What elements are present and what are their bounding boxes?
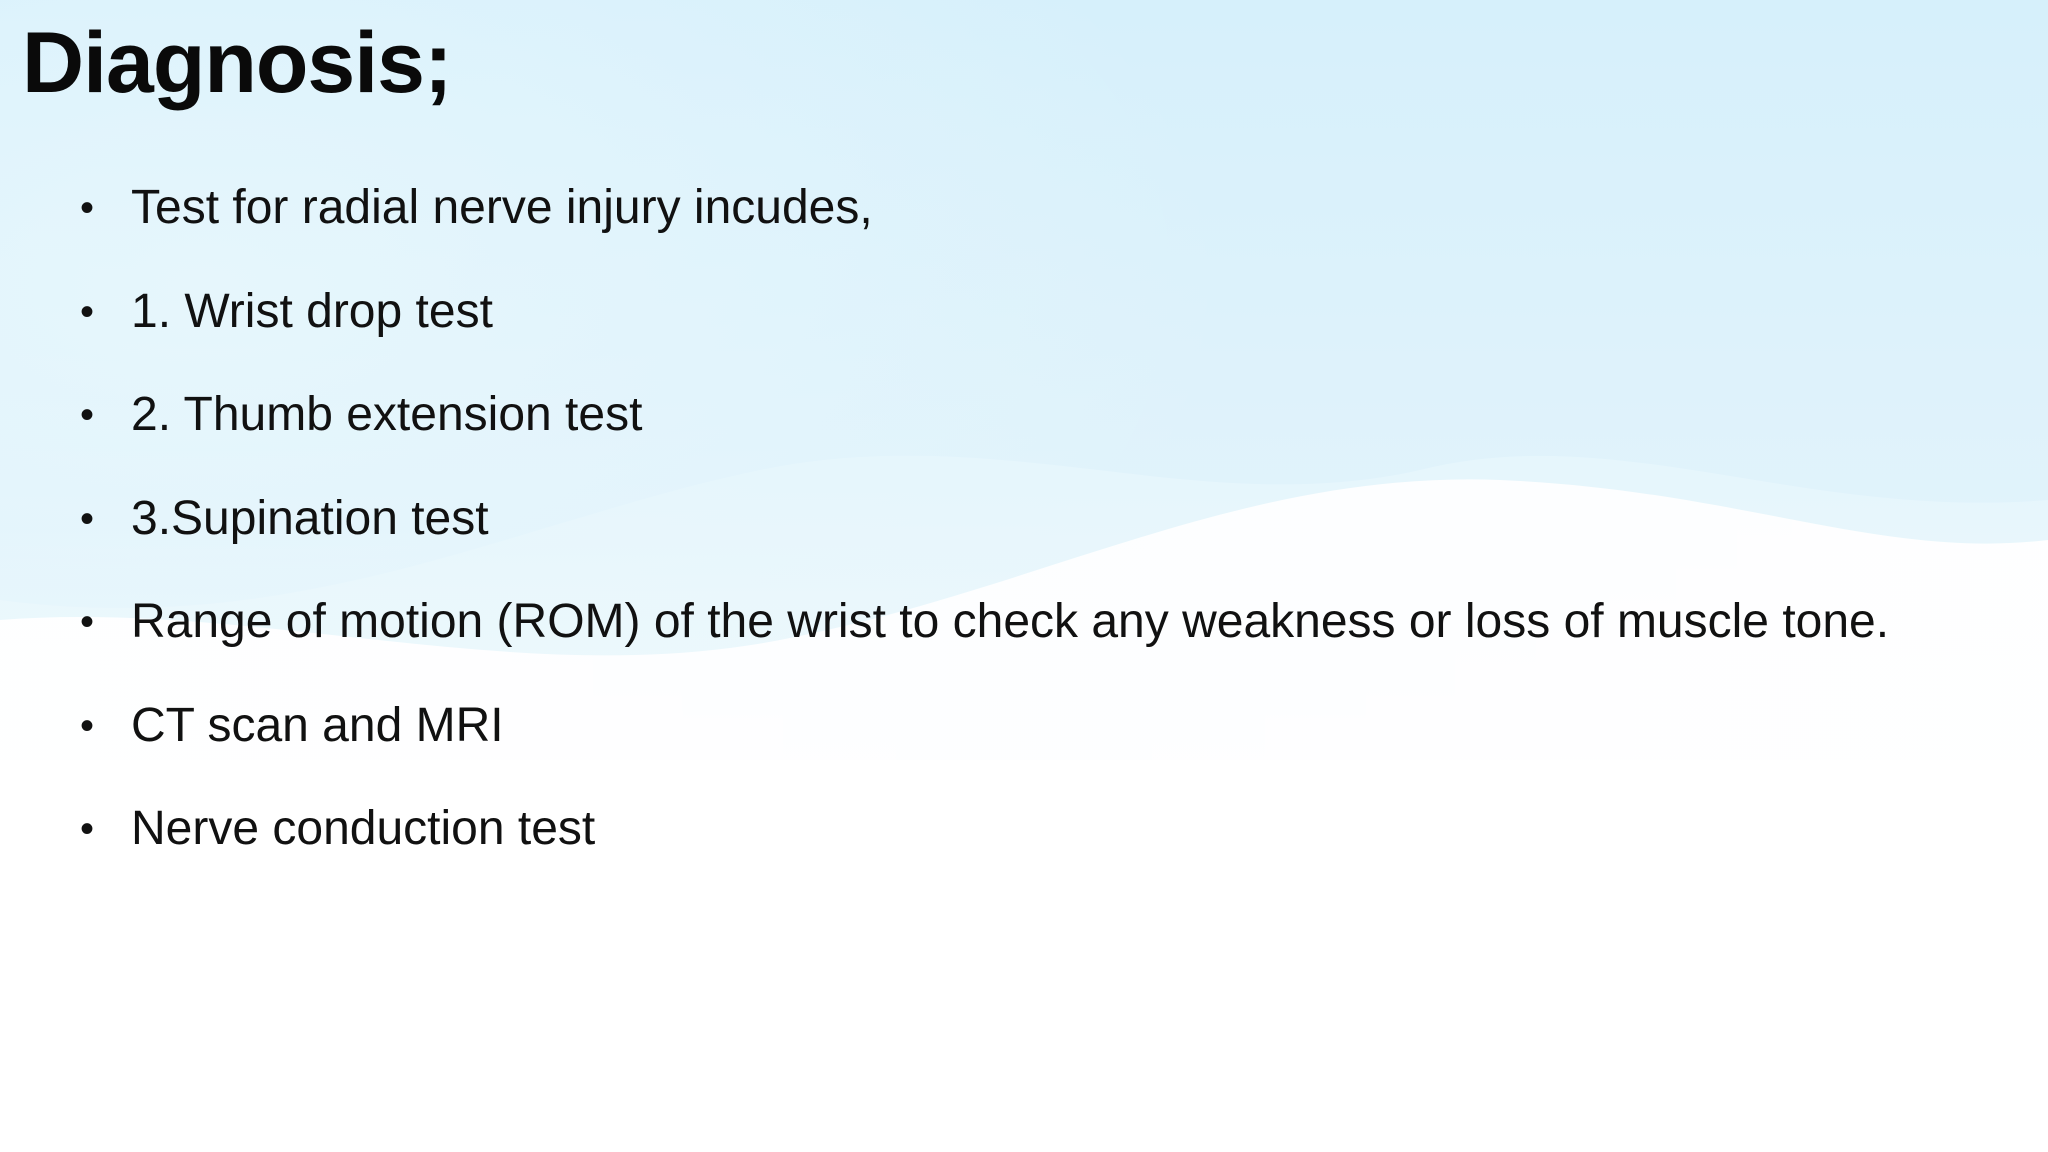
bullet-text: 2. Thumb extension test [131, 388, 643, 441]
bullet-icon: • [80, 186, 95, 230]
bullet-text: Range of motion (ROM) of the wrist to check any weakness or loss of muscle tone. [131, 595, 1890, 648]
bullet-text: Test for radial nerve injury incudes, [131, 181, 873, 234]
slide-title: Diagnosis; [22, 15, 452, 111]
bullet-icon: • [80, 496, 95, 541]
bullet-text: 1. Wrist drop test [131, 284, 493, 338]
bullet-icon: • [80, 807, 95, 851]
bullet-icon: • [80, 703, 95, 748]
bullet-text: CT scan and MRI [131, 698, 504, 752]
bullet-icon: • [80, 289, 95, 334]
bullet-text: 3.Supination test [131, 491, 489, 545]
bullet-icon: • [80, 600, 95, 644]
bullet-text: Nerve conduction test [131, 802, 596, 855]
bullet-icon: • [80, 393, 95, 437]
